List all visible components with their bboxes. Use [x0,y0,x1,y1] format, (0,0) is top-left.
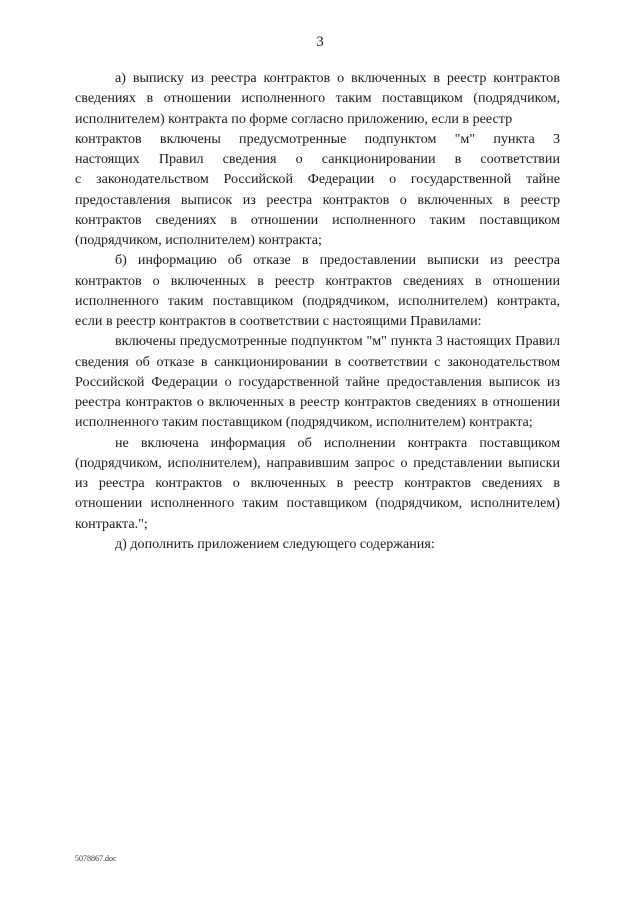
paragraph-b-subitem: включены предусмотренные подпунктом "м" пункта 3 настоящих Правил сведения об отказе в санкционировании в соответствии с законодательством Российской Федерации о государственной тайне предоставления выписок из реестра контрактов о включенных в реестр контрактов сведениях в отношении исполненного таким поставщиком (подрядчиком, исполнителем) контракта; [75,333,560,431]
document-body [75,68,560,554]
paragraph-a-line: контрактов включены предусмотренные подпунктом "м" пункта 3 [75,130,560,147]
paragraph-b: б) информацию об отказе в предоставлении выписки из реестра контрактов о включенных в реестр контрактов сведениях в отношении исполненного таким поставщиком (подрядчиком, исполнителем) контракта, если в реестр контрактов в соответствии с настоящими Правилами: [75,252,560,329]
paragraph-a: а) выписку из реестра контрактов о включенных в реестр контрактов сведениях в отношении исполненного таким поставщиком (подрядчиком, исполнителем) контракта по форме согласно приложению, если в реестр [75,70,560,127]
paragraph-d: д) дополнить приложением следующего содержания: [115,535,435,552]
paragraph-a-line: настоящих Правил сведения о санкционировании в соответствии [75,151,560,167]
paragraph-a-continuation: с законодательством Российской Федерации о государственной тайне предоставления выписок из реестра контрактов о включенных в реестр контрактов сведениях в отношении исполненного таким поставщиком (подрядчиком, исполнителем) контракта; [75,171,560,248]
page-number: 3 [316,34,324,50]
paragraph-b-subitem: не включена информация об исполнении контракта поставщиком (подрядчиком, исполнителем), направившим запрос о представлении выписки из реестра контрактов о включенных в реестр контрактов сведениях в отношении исполненного таким поставщиком (подрядчиком, исполнителем) контракта."; [75,434,560,532]
document-file-id: 5078867.doc [75,854,117,863]
